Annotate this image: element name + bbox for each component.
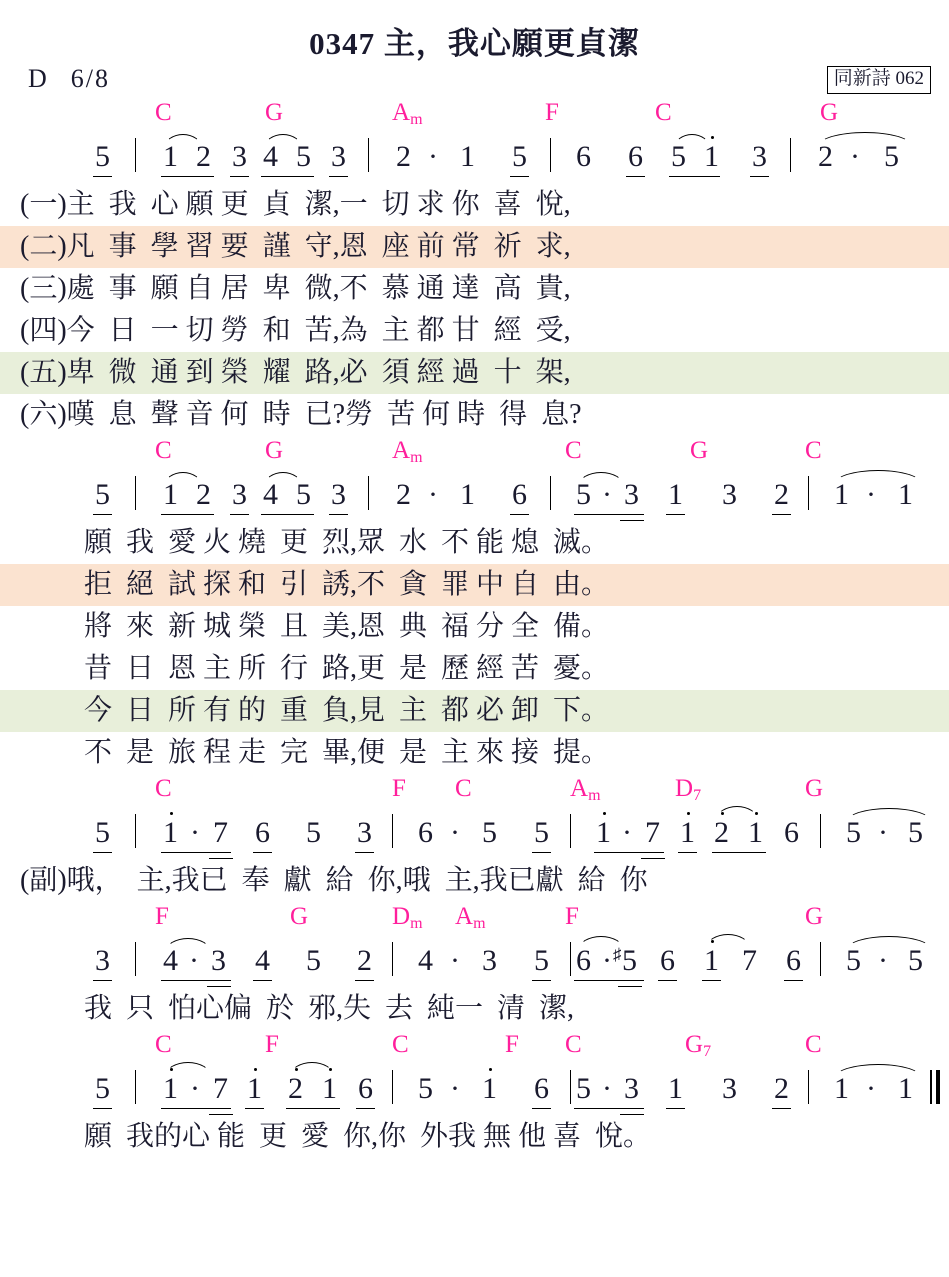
- barline: [392, 814, 393, 848]
- chord-symbol: $A_m$: [570, 775, 601, 804]
- key-signature: [28, 64, 110, 94]
- note-head: 4: [263, 478, 278, 511]
- chord-symbol: C: [455, 775, 472, 802]
- beam-underline: [93, 980, 112, 981]
- note-head: 2: [196, 140, 211, 173]
- barline: [808, 476, 809, 510]
- chord-symbol: C: [805, 437, 822, 464]
- note-head: 7: [213, 1072, 228, 1105]
- note-head: 1: [163, 140, 178, 173]
- beam-underline: [93, 514, 112, 515]
- chord-line-1: [0, 98, 949, 128]
- octave-up-dot: [254, 1068, 257, 1071]
- reference-badge: 同新詩 062: [827, 66, 931, 94]
- lyric-row: [0, 184, 949, 226]
- beam-underline: [261, 176, 314, 177]
- note-head: 5: [296, 140, 311, 173]
- lyric-row: [0, 310, 949, 352]
- beam-underline: [355, 852, 374, 853]
- lyrics-block-chorus-2: [0, 988, 949, 1030]
- note-head: 5: [512, 140, 527, 173]
- chord-symbol: F: [155, 903, 169, 930]
- beam-underline: [93, 1108, 112, 1109]
- beam-underline-second: [207, 986, 231, 987]
- note-head: 4: [163, 944, 178, 977]
- note-head: 5: [95, 816, 110, 849]
- barline: [135, 138, 136, 172]
- note-head: 1: [322, 1072, 337, 1105]
- beam-underline: [161, 980, 231, 981]
- lyric-text: 願 我的心 能 更 愛 你,你 外我 無 他 喜 悅。: [84, 1121, 652, 1152]
- page-title: 0347 主，我心願更貞潔: [309, 26, 640, 61]
- beam-underline-second: [209, 858, 233, 859]
- lyric-text: 昔 日 恩 主 所 行 路,更 是 歷 經 苦 憂。: [84, 653, 610, 684]
- beam-underline: [356, 1108, 375, 1109]
- note-head: 1: [834, 1072, 849, 1105]
- beam-underline: [784, 980, 803, 981]
- chord-symbol: $D_m$: [392, 903, 423, 932]
- chord-symbol: C: [565, 1031, 582, 1058]
- octave-up-dot: [603, 812, 606, 815]
- chord-symbol: $D_7$: [675, 775, 702, 804]
- dot-prolong: ·: [450, 816, 460, 849]
- barline: [392, 942, 393, 976]
- beam-underline: [161, 514, 214, 515]
- note-head: 2: [774, 478, 789, 511]
- music-system-2: [0, 436, 949, 522]
- chord-symbol: G: [290, 903, 309, 930]
- beam-underline: [253, 852, 272, 853]
- note-head: 1: [748, 816, 763, 849]
- barline: [368, 138, 369, 172]
- note-head: 1: [668, 1072, 683, 1105]
- note-head: 5: [306, 944, 321, 977]
- beam-underline: [574, 514, 644, 515]
- lyric-row: [0, 226, 949, 268]
- octave-up-dot: [687, 812, 690, 815]
- music-system-1: [0, 98, 949, 184]
- note-head: 6: [418, 816, 433, 849]
- lyric-row: [0, 732, 949, 774]
- barline: [570, 1070, 571, 1104]
- barline: [570, 814, 571, 848]
- time-signature: 6/8: [70, 64, 111, 93]
- dot-prolong: ·: [850, 140, 860, 173]
- chord-symbol: G: [820, 99, 839, 126]
- dot-prolong: ·: [189, 944, 199, 977]
- lyric-row: [0, 648, 949, 690]
- lyric-text: (四)今 日 一 切 勞 和 苦,為 主 都 甘 經 受,: [20, 315, 571, 346]
- note-head: 5: [576, 1072, 591, 1105]
- note-head: 7: [213, 816, 228, 849]
- note-head: 1: [704, 944, 719, 977]
- beam-underline: [594, 852, 664, 853]
- dot-prolong: ·: [450, 944, 460, 977]
- dot-prolong: ·: [866, 1072, 876, 1105]
- beam-underline: [355, 980, 374, 981]
- title-row: [0, 0, 949, 61]
- music-system-5: [0, 1030, 949, 1116]
- note-head: 7: [645, 816, 660, 849]
- note-head: 6: [784, 816, 799, 849]
- note-head: 2: [714, 816, 729, 849]
- barline: [820, 814, 821, 848]
- lyric-row: [0, 988, 949, 1030]
- note-head: 2: [196, 478, 211, 511]
- note-head: 6: [786, 944, 801, 977]
- dot-prolong: ·: [866, 478, 876, 511]
- note-head: 5: [534, 816, 549, 849]
- beam-underline: [510, 514, 529, 515]
- octave-up-dot: [170, 812, 173, 815]
- barline: [135, 942, 136, 976]
- note-head: 5: [622, 944, 637, 977]
- beam-underline: [245, 1108, 264, 1109]
- meta-row: [0, 58, 949, 98]
- lyric-text: 不 是 旅 程 走 完 畢,便 是 主 來 接 提。: [84, 737, 610, 768]
- dot-prolong: ·: [428, 140, 438, 173]
- note-head: 4: [263, 140, 278, 173]
- chord-line-2: [0, 436, 949, 466]
- note-head: 1: [834, 478, 849, 511]
- note-head: 1: [680, 816, 695, 849]
- lyric-row: [0, 268, 949, 310]
- lyric-row: [0, 522, 949, 564]
- note-head: 5: [884, 140, 899, 173]
- note-head: 2: [774, 1072, 789, 1105]
- lyric-text: (六)嘆 息 聲 音 何 時 已?勞 苦 何 時 得 息?: [20, 399, 582, 430]
- note-head: 4: [255, 944, 270, 977]
- note-head: 1: [163, 816, 178, 849]
- note-head: 3: [331, 478, 346, 511]
- beam-underline: [329, 514, 348, 515]
- chord-symbol: C: [155, 437, 172, 464]
- note-head: 3: [624, 478, 639, 511]
- dot-prolong: ·: [878, 816, 888, 849]
- beam-underline: [532, 1108, 551, 1109]
- sharp-accidental: ♯: [613, 945, 622, 964]
- beam-underline: [574, 1108, 644, 1109]
- barline: [135, 1070, 136, 1104]
- chord-symbol: C: [155, 775, 172, 802]
- chord-symbol: F: [392, 775, 406, 802]
- beam-underline: [93, 176, 112, 177]
- barline: [135, 814, 136, 848]
- dot-prolong: ·: [190, 816, 200, 849]
- beam-underline: [532, 852, 551, 853]
- chord-symbol: F: [265, 1031, 279, 1058]
- beam-underline: [666, 514, 685, 515]
- chord-symbol: $A_m$: [455, 903, 486, 932]
- lyrics-block-chorus-1: [0, 860, 949, 902]
- lyric-row: [0, 690, 949, 732]
- note-head: 5: [846, 816, 861, 849]
- beam-underline: [678, 852, 697, 853]
- note-head: 5: [418, 1072, 433, 1105]
- note-head: 5: [908, 816, 923, 849]
- dot-prolong: ·: [622, 816, 632, 849]
- beam-underline-second: [641, 858, 665, 859]
- lyric-row: [0, 394, 949, 436]
- chord-symbol: C: [655, 99, 672, 126]
- chord-symbol: F: [545, 99, 559, 126]
- note-head: 5: [296, 478, 311, 511]
- note-head: 2: [396, 140, 411, 173]
- note-head: 6: [512, 478, 527, 511]
- note-line-2: [0, 466, 949, 522]
- note-head: 5: [908, 944, 923, 977]
- note-head: 5: [846, 944, 861, 977]
- lyric-text: (二)凡 事 學 習 要 謹 守,恩 座 前 常 祈 求,: [20, 231, 571, 262]
- chord-symbol: F: [565, 903, 579, 930]
- note-head: 6: [628, 140, 643, 173]
- music-system-4: [0, 902, 949, 988]
- chord-symbol: C: [565, 437, 582, 464]
- lyric-row: [0, 564, 949, 606]
- barline: [820, 942, 821, 976]
- barline: [368, 476, 369, 510]
- barline: [135, 476, 136, 510]
- note-head: 3: [752, 140, 767, 173]
- note-head: 1: [247, 1072, 262, 1105]
- note-head: 1: [482, 1072, 497, 1105]
- chord-symbol: G: [265, 99, 284, 126]
- note-head: 2: [818, 140, 833, 173]
- lyric-text: 我 只 怕心偏 於 邪,失 去 純一 清 潔,: [84, 993, 575, 1024]
- lyric-text: (副)哦， 主,我已 奉 獻 給 你,哦 主,我已獻 給 你: [20, 865, 648, 896]
- note-head: 5: [534, 944, 549, 977]
- barline: [550, 476, 551, 510]
- beam-underline: [772, 514, 791, 515]
- note-head: 1: [668, 478, 683, 511]
- note-head: 1: [460, 140, 475, 173]
- barline: [392, 1070, 393, 1104]
- note-head: 6: [255, 816, 270, 849]
- chord-symbol: C: [155, 99, 172, 126]
- chord-symbol: F: [505, 1031, 519, 1058]
- beam-underline: [253, 980, 272, 981]
- dot-prolong: ·: [450, 1072, 460, 1105]
- lyrics-block-verses-second-half: [0, 522, 949, 774]
- dot-prolong: ·: [602, 1072, 612, 1105]
- note-head: 1: [898, 1072, 913, 1105]
- note-head: 3: [95, 944, 110, 977]
- beam-underline: [161, 176, 214, 177]
- chord-symbol: G: [805, 903, 824, 930]
- beam-underline: [261, 514, 314, 515]
- lyric-row: [0, 352, 949, 394]
- lyrics-block-verses-first-half: [0, 184, 949, 436]
- octave-up-dot: [755, 812, 758, 815]
- beam-underline: [532, 980, 551, 981]
- note-head: 5: [576, 478, 591, 511]
- note-head: 2: [288, 1072, 303, 1105]
- lyric-text: 願 我 愛 火 燒 更 烈,眾 水 不 能 熄 滅。: [84, 527, 610, 558]
- note-head: 1: [898, 478, 913, 511]
- chord-symbol: C: [805, 1031, 822, 1058]
- beam-underline-second: [618, 986, 642, 987]
- chord-line-4: [0, 902, 949, 932]
- beam-underline: [510, 176, 529, 177]
- beam-underline: [574, 980, 644, 981]
- dot-prolong: ·: [878, 944, 888, 977]
- note-head: 5: [95, 1072, 110, 1105]
- note-line-5: [0, 1060, 949, 1116]
- dot-prolong: ·: [602, 478, 612, 511]
- chord-symbol: $A_m$: [392, 437, 423, 466]
- beam-underline: [161, 852, 231, 853]
- lyric-row: [0, 1116, 949, 1158]
- note-head: 3: [331, 140, 346, 173]
- beam-underline-second: [620, 520, 644, 521]
- lyric-text: (三)處 事 願 自 居 卑 微,不 慕 通 達 高 貴,: [20, 273, 571, 304]
- beam-underline-second: [209, 1114, 233, 1115]
- beam-underline: [286, 1108, 340, 1109]
- note-head: 5: [306, 816, 321, 849]
- beam-underline: [230, 514, 249, 515]
- chord-line-5: [0, 1030, 949, 1060]
- beam-underline: [666, 1108, 685, 1109]
- chord-symbol: C: [392, 1031, 409, 1058]
- beam-underline: [712, 852, 766, 853]
- note-head: 1: [163, 478, 178, 511]
- note-head: 2: [357, 944, 372, 977]
- beam-underline: [750, 176, 769, 177]
- barline: [808, 1070, 809, 1104]
- note-head: 1: [596, 816, 611, 849]
- dot-prolong: ·: [428, 478, 438, 511]
- lyric-text: 今 日 所 有 的 重 負,見 主 都 必 卸 下。: [84, 695, 610, 726]
- barline: [790, 138, 791, 172]
- lyric-text: (一)主 我 心 願 更 貞 潔,一 切 求 你 喜 悅,: [20, 189, 571, 220]
- note-head: 3: [232, 478, 247, 511]
- note-head: 5: [482, 816, 497, 849]
- note-head: 1: [163, 1072, 178, 1105]
- note-head: 3: [722, 1072, 737, 1105]
- note-head: 3: [624, 1072, 639, 1105]
- beam-underline: [329, 176, 348, 177]
- beam-underline-second: [620, 1114, 644, 1115]
- lyrics-block-chorus-3: [0, 1116, 949, 1158]
- beam-underline: [93, 852, 112, 853]
- note-head: 5: [671, 140, 686, 173]
- lyric-row: [0, 860, 949, 902]
- music-system-3: [0, 774, 949, 860]
- lyric-text: 將 來 新 城 榮 且 美,恩 典 福 分 全 備。: [84, 611, 610, 642]
- chord-symbol: C: [155, 1031, 172, 1058]
- chord-symbol: G: [690, 437, 709, 464]
- lyric-text: 拒 絕 試 探 和 引 誘,不 貪 罪 中 自 由。: [84, 569, 610, 600]
- note-head: 3: [357, 816, 372, 849]
- octave-up-dot: [711, 136, 714, 139]
- dot-prolong: ·: [602, 944, 612, 977]
- final-barline: [930, 1070, 940, 1104]
- note-head: 5: [95, 478, 110, 511]
- note-head: 3: [722, 478, 737, 511]
- chord-symbol: G: [265, 437, 284, 464]
- note-head: 2: [396, 478, 411, 511]
- note-head: 6: [358, 1072, 373, 1105]
- dot-prolong: ·: [190, 1072, 200, 1105]
- chord-symbol: $A_m$: [392, 99, 423, 128]
- chord-line-3: [0, 774, 949, 804]
- note-head: 6: [534, 1072, 549, 1105]
- beam-underline: [658, 980, 677, 981]
- note-head: 3: [232, 140, 247, 173]
- note-head: 6: [660, 944, 675, 977]
- note-line-1: [0, 128, 949, 184]
- note-head: 3: [482, 944, 497, 977]
- note-head: 5: [95, 140, 110, 173]
- lyric-row: [0, 606, 949, 648]
- note-head: 1: [460, 478, 475, 511]
- octave-up-dot: [489, 1068, 492, 1071]
- note-head: 3: [211, 944, 226, 977]
- barline: [550, 138, 551, 172]
- barline: [570, 942, 571, 976]
- beam-underline: [772, 1108, 791, 1109]
- note-head: 6: [576, 944, 591, 977]
- note-line-4: [0, 932, 949, 988]
- note-head: 4: [418, 944, 433, 977]
- beam-underline: [230, 176, 249, 177]
- beam-underline: [161, 1108, 231, 1109]
- lyric-text: (五)卑 微 通 到 榮 耀 路,必 須 經 過 十 架,: [20, 357, 571, 388]
- beam-underline: [626, 176, 645, 177]
- beam-underline: [669, 176, 720, 177]
- note-head: 1: [704, 140, 719, 173]
- chord-symbol: G: [805, 775, 824, 802]
- note-line-3: [0, 804, 949, 860]
- note-head: 7: [742, 944, 757, 977]
- key-letter: D: [28, 64, 49, 93]
- chord-symbol: $G_7$: [685, 1031, 712, 1060]
- note-head: 6: [576, 140, 591, 173]
- beam-underline: [702, 980, 721, 981]
